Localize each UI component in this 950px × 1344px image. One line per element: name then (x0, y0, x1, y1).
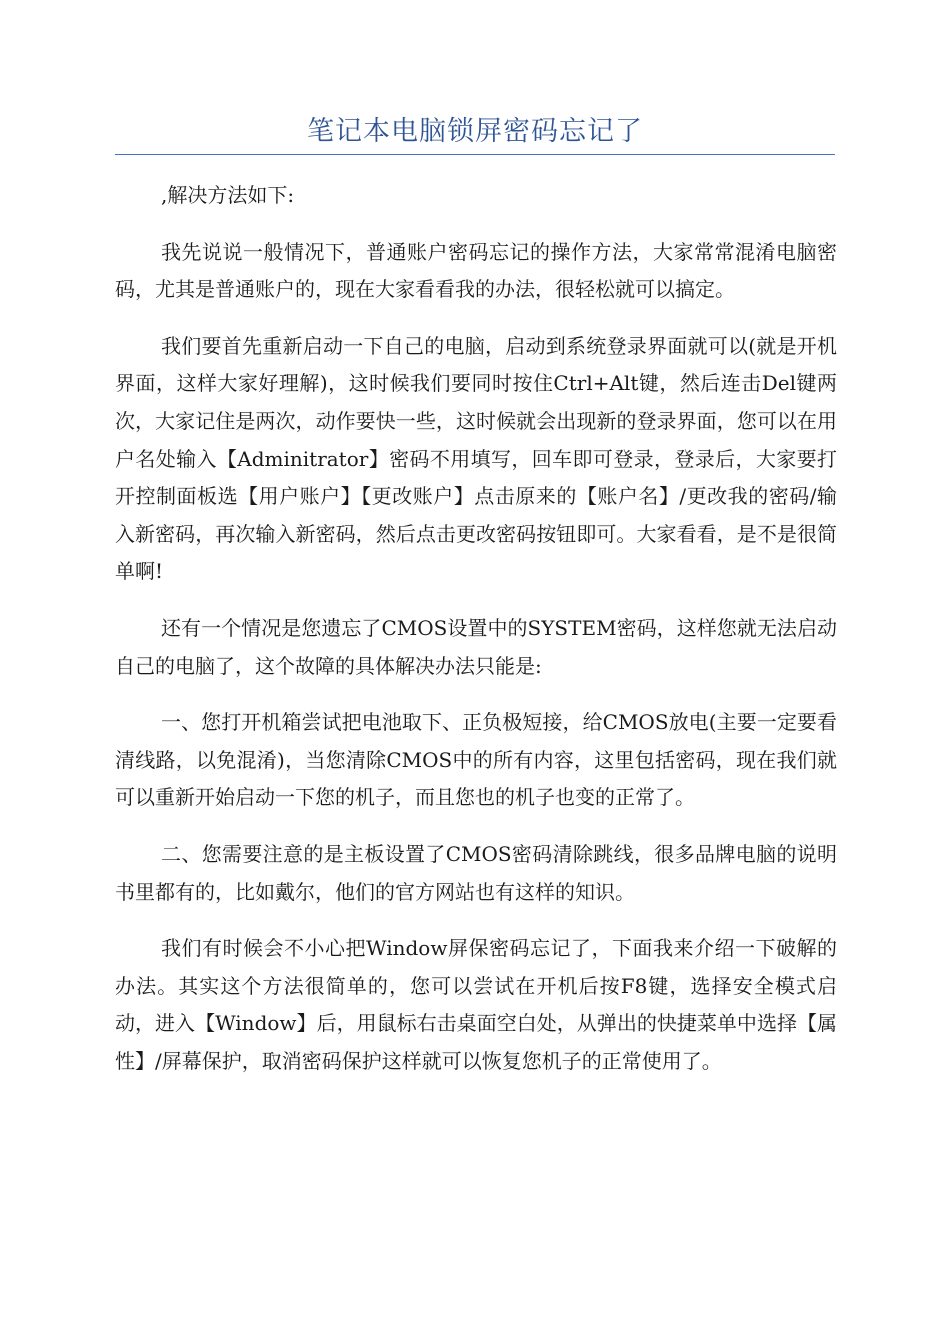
paragraph-step-one: 一、您打开机箱尝试把电池取下、正负极短接，给CMOS放电(主要一定要看清线路，以免混淆)，当您清除CMOS中的所有内容，这里包括密码，现在我们就可以重新开始启动一下您的机子，而且您也的机子也变的正常了。 (115, 710, 837, 810)
document-title: 笔记本电脑锁屏密码忘记了 (307, 116, 643, 147)
paragraph-restart-login: 我们要首先重新启动一下自己的电脑，启动到系统登录界面就可以(就是开机界面，这样大家好理解)，这时候我们要同时按住Ctrl+Alt键，然后连击Del键两次，大家记住是两次，动作要快一些，这时候就会出现新的登录界面，您可以在用户名处输入【Adminitrator】密码不用填写，回车即可登录，登录后，大家要打开控制面板选【用户账户】【更改账户】点击原来的【账户名】/更改我的密码/输入新密码，再次输入新密码，然后点击更改密码按钮即可。大家看看，是不是很简单啊! (115, 333, 837, 584)
paragraph-step-two: 二、您需要注意的是主板设置了CMOS密码清除跳线，很多品牌电脑的说明书里都有的，比如戴尔，他们的官方网站也有这样的知识。 (115, 841, 837, 904)
paragraph-general-account: 我先说说一般情况下，普通账户密码忘记的操作方法，大家常常混淆电脑密码，尤其是普通账户的，现在大家看看我的办法，很轻松就可以搞定。 (115, 239, 837, 302)
paragraph-intro: ,解决方法如下: (161, 183, 295, 207)
paragraph-screensaver: 我们有时候会不小心把Window屏保密码忘记了，下面我来介绍一下破解的办法。其实这个方法很简单的，您可以尝试在开机后按F8键，选择安全模式启动，进入【Window】后，用鼠标右击桌面空白处，从弹出的快捷菜单中选择【属性】/屏幕保护，取消密码保护这样就可以恢复您机子的正常使用了。 (115, 936, 837, 1073)
document-body (115, 177, 837, 1099)
title-underline (115, 154, 835, 155)
paragraph-cmos-password: 还有一个情况是您遗忘了CMOS设置中的SYSTEM密码，这样您就无法启动自己的电脑了，这个故障的具体解决办法只能是: (115, 615, 837, 678)
